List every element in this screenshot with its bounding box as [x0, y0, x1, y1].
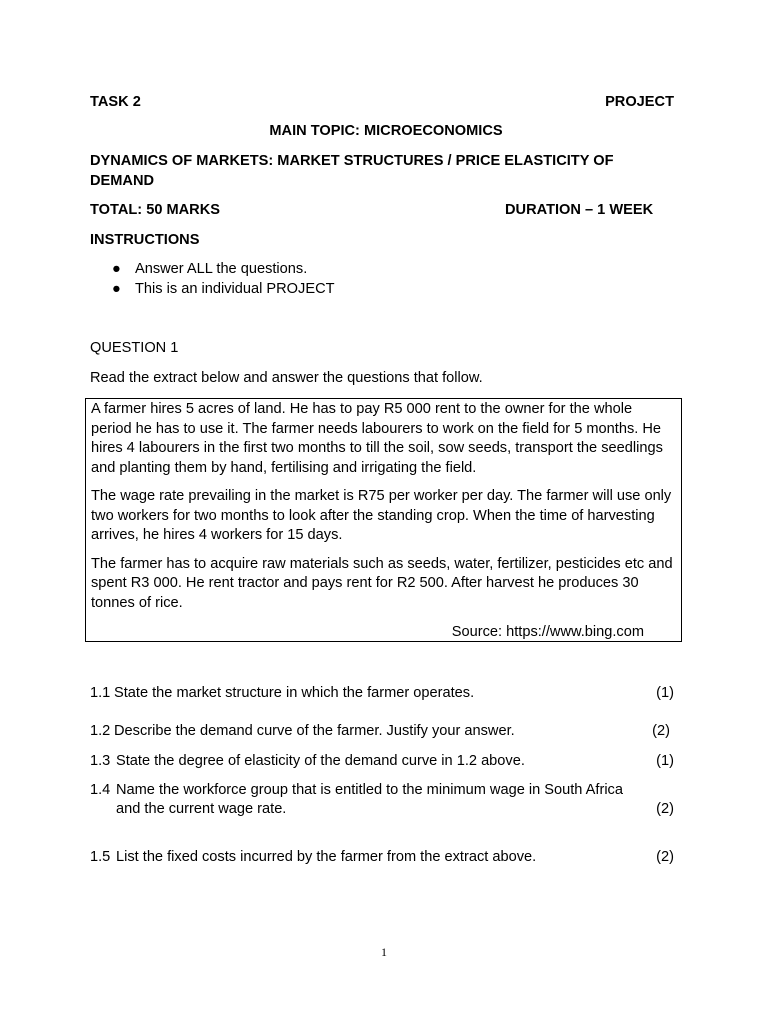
- question-item-1-4: [90, 781, 674, 821]
- question-text-line-1: Name the workforce group that is entitled to the minimum wage in South Africa: [116, 782, 623, 798]
- question-marks: (1): [656, 753, 674, 769]
- question-text: List the fixed costs incurred by the farmer from the extract above.: [116, 849, 537, 865]
- header-row: [90, 93, 674, 113]
- extract-paragraph-3: The farmer has to acquire raw materials such as seeds, water, fertilizer, pesticides etc and spent R3 000. He rent tractor and pays rent for R2 500. After harvest he produces 30 tonnes of rice.: [91, 555, 673, 611]
- total-marks: TOTAL: 50 MARKS: [90, 202, 220, 218]
- question-1-title: QUESTION 1: [90, 340, 179, 356]
- extract-box: [85, 398, 682, 642]
- question-marks: (2): [652, 723, 670, 739]
- project-label: PROJECT: [605, 94, 674, 110]
- question-1-lead: Read the extract below and answer the questions that follow.: [90, 370, 483, 386]
- duration: DURATION – 1 WEEK: [505, 202, 654, 218]
- question-number: 1.3: [90, 753, 111, 769]
- dynamics-line-1: DYNAMICS OF MARKETS: MARKET STRUCTURES / PRICE ELASTICITY OF: [90, 153, 614, 169]
- question-text: Describe the demand curve of the farmer. Justify your answer.: [114, 723, 515, 739]
- question-text-line-2: and the current wage rate.: [116, 801, 287, 817]
- main-topic: MAIN TOPIC: MICROECONOMICS: [269, 123, 503, 139]
- bullet-icon: ●: [112, 281, 121, 297]
- dynamics-heading: [90, 152, 690, 191]
- instructions-list: [90, 260, 335, 300]
- question-number: 1.1: [90, 685, 111, 701]
- list-item: [90, 260, 335, 280]
- instruction-text: This is an individual PROJECT: [135, 281, 335, 297]
- question-text: State the degree of elasticity of the demand curve in 1.2 above.: [116, 753, 525, 769]
- question-number: 1.5: [90, 849, 111, 865]
- dynamics-line-2: DEMAND: [90, 172, 155, 189]
- instructions-title: INSTRUCTIONS: [90, 232, 200, 248]
- instruction-text: Answer ALL the questions.: [135, 261, 308, 277]
- extract-paragraph-1: A farmer hires 5 acres of land. He has to pay R5 000 rent to the owner for the whole period he has to use it. The farmer needs labourers to work on the field for 5 months. He hires 4 labourers in the first two months to till the soil, sow seeds, transport the seedlings and planting them by hand, fertilising and irrigating the field.: [91, 401, 663, 476]
- extract-source: Source: https://www.bing.com: [451, 624, 644, 640]
- bullet-icon: ●: [112, 261, 121, 277]
- question-marks: (2): [656, 801, 674, 817]
- marks-duration-row: [90, 201, 674, 221]
- extract-paragraph-2: The wage rate prevailing in the market is R75 per worker per day. The farmer will use only two workers for two months to look after the standing crop. When the time of harvesting arrives, he hires 4 workers for 15 days.: [91, 488, 672, 543]
- question-marks: (2): [656, 849, 674, 865]
- question-number: 1.4: [90, 782, 111, 798]
- task-label: TASK 2: [90, 94, 141, 110]
- question-text: State the market structure in which the farmer operates.: [114, 685, 475, 701]
- question-number: 1.2: [90, 723, 111, 739]
- list-item: [90, 280, 335, 300]
- page-number: 1: [381, 945, 387, 959]
- question-marks: (1): [656, 685, 674, 701]
